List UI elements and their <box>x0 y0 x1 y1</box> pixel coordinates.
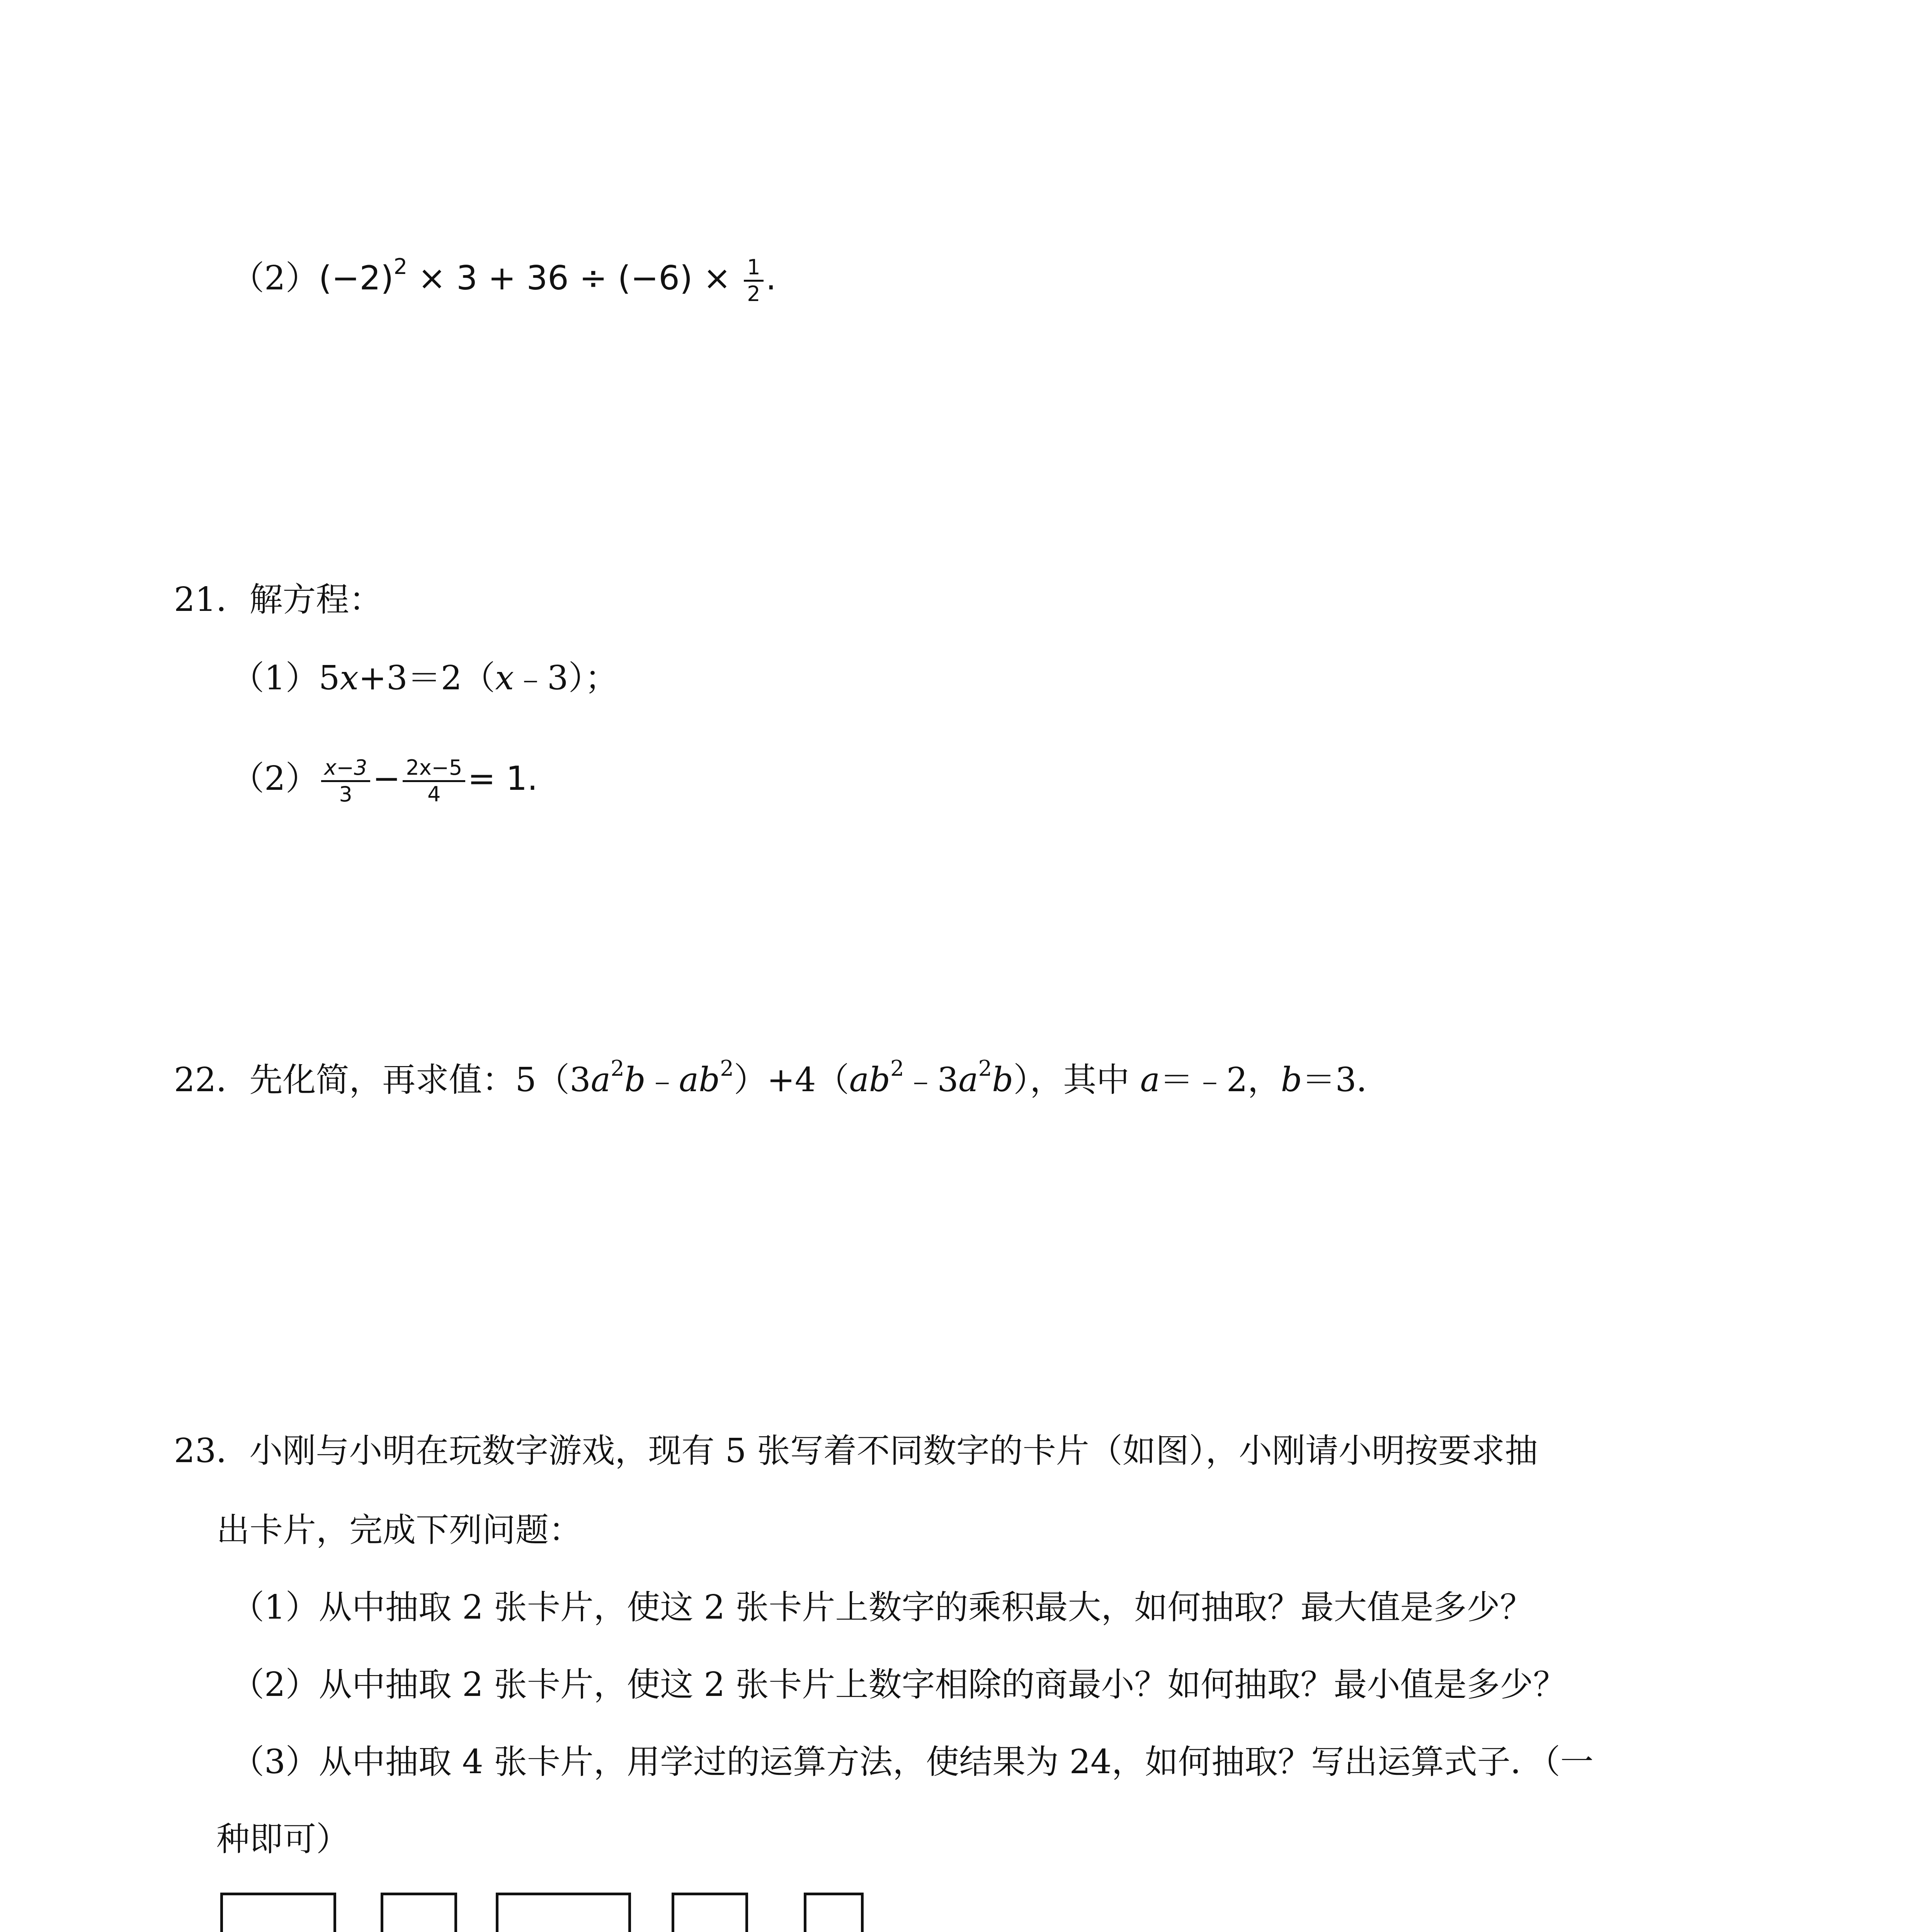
q20-exponent: 2 <box>393 254 408 279</box>
q21-fraction-1 <box>321 755 371 807</box>
q21-end: = 1. <box>468 759 538 798</box>
q22-var-b3: b <box>1281 1061 1302 1099</box>
q23-part1: （1）从中抽取 2 张卡片，使这 2 张卡片上数字的乘积最大，如何抽取？最大值是多少？ <box>231 1588 1533 1627</box>
q23-part2: （2）从中抽取 2 张卡片，使这 2 张卡片上数字相除的商最小？如何抽取？最小值是多少？ <box>231 1665 1567 1704</box>
q23-part3: （3）从中抽取 4 张卡片，用学过的运算方法，使结果为 24，如何抽取？写出运算式子．（一 <box>231 1743 1594 1781</box>
q22-t1: 22．先化简，再求值：5（3 <box>174 1061 591 1099</box>
q20-part2-label: （2） <box>231 259 319 298</box>
q22-var-ab2: ab <box>849 1061 890 1099</box>
q22-sup2: 2 <box>720 1056 734 1081</box>
card-4 <box>672 1893 748 1932</box>
q20-end: . <box>765 259 776 298</box>
q22-t6: ＝﹣2， <box>1160 1061 1281 1099</box>
q22-t2: ﹣ <box>645 1061 679 1099</box>
q22-sup4: 2 <box>978 1056 992 1081</box>
q22-t4: ﹣3 <box>904 1061 959 1099</box>
q20-expr-a: (−2) <box>318 259 394 298</box>
q21-p1-c: ﹣3）； <box>514 659 618 697</box>
q23-line1: 23．小刚与小明在玩数字游戏，现有 5 张写着不同数字的卡片（如图），小刚请小明按要求抽 <box>174 1432 1538 1470</box>
q22-t5: ），其中 <box>1013 1061 1140 1099</box>
q20-fraction <box>744 255 763 306</box>
q21-minus: − <box>373 759 401 798</box>
q21-fraction-2 <box>403 755 465 807</box>
q21-p1-label: （1） <box>231 659 319 697</box>
q22-t7: ＝3． <box>1302 1061 1390 1099</box>
q22-var-a2: a <box>958 1061 978 1099</box>
q22-var-a3: a <box>1140 1061 1160 1099</box>
q21-frac2-num: 2x−5 <box>403 755 465 782</box>
q22-t3: ）+4（ <box>733 1061 849 1099</box>
q22-var-ab1: ab <box>679 1061 720 1099</box>
q22-sup1: 2 <box>611 1056 624 1081</box>
card-3 <box>496 1893 631 1932</box>
q20-frac-num: 1 <box>744 255 763 282</box>
q23-line2: 出卡片，完成下列问题： <box>216 1511 582 1549</box>
q21-p1-a: 5 <box>318 659 340 697</box>
q22-var-a1: a <box>590 1061 611 1099</box>
q21-frac1-num: x−3 <box>321 755 371 782</box>
card-2 <box>381 1893 457 1932</box>
card-1 <box>220 1893 336 1932</box>
q21-frac2-den: 4 <box>427 782 441 806</box>
q21-p1-x1: x <box>340 659 359 697</box>
q22-var-b2: b <box>992 1061 1014 1099</box>
q22-var-b1: b <box>624 1061 646 1099</box>
q20-part2 <box>231 255 776 306</box>
q20-frac-den: 2 <box>747 282 760 306</box>
q21-title: 21．解方程： <box>174 580 383 619</box>
q23-part3-cont: 种即可） <box>216 1820 349 1859</box>
q21-part1 <box>231 657 618 699</box>
q21-p1-x2: x <box>495 659 514 697</box>
q22-question <box>174 1056 1390 1101</box>
card-5 <box>804 1893 864 1932</box>
q21-frac1-den: 3 <box>339 782 352 806</box>
q21-part2 <box>231 740 538 817</box>
q20-part2-expr <box>318 254 742 298</box>
q21-p2-label: （2） <box>231 759 319 798</box>
q21-p1-b: +3＝2（ <box>358 659 495 697</box>
q22-sup3: 2 <box>890 1056 904 1081</box>
q20-expr-b: × 3 + 36 ÷ (−6) × <box>407 259 742 298</box>
